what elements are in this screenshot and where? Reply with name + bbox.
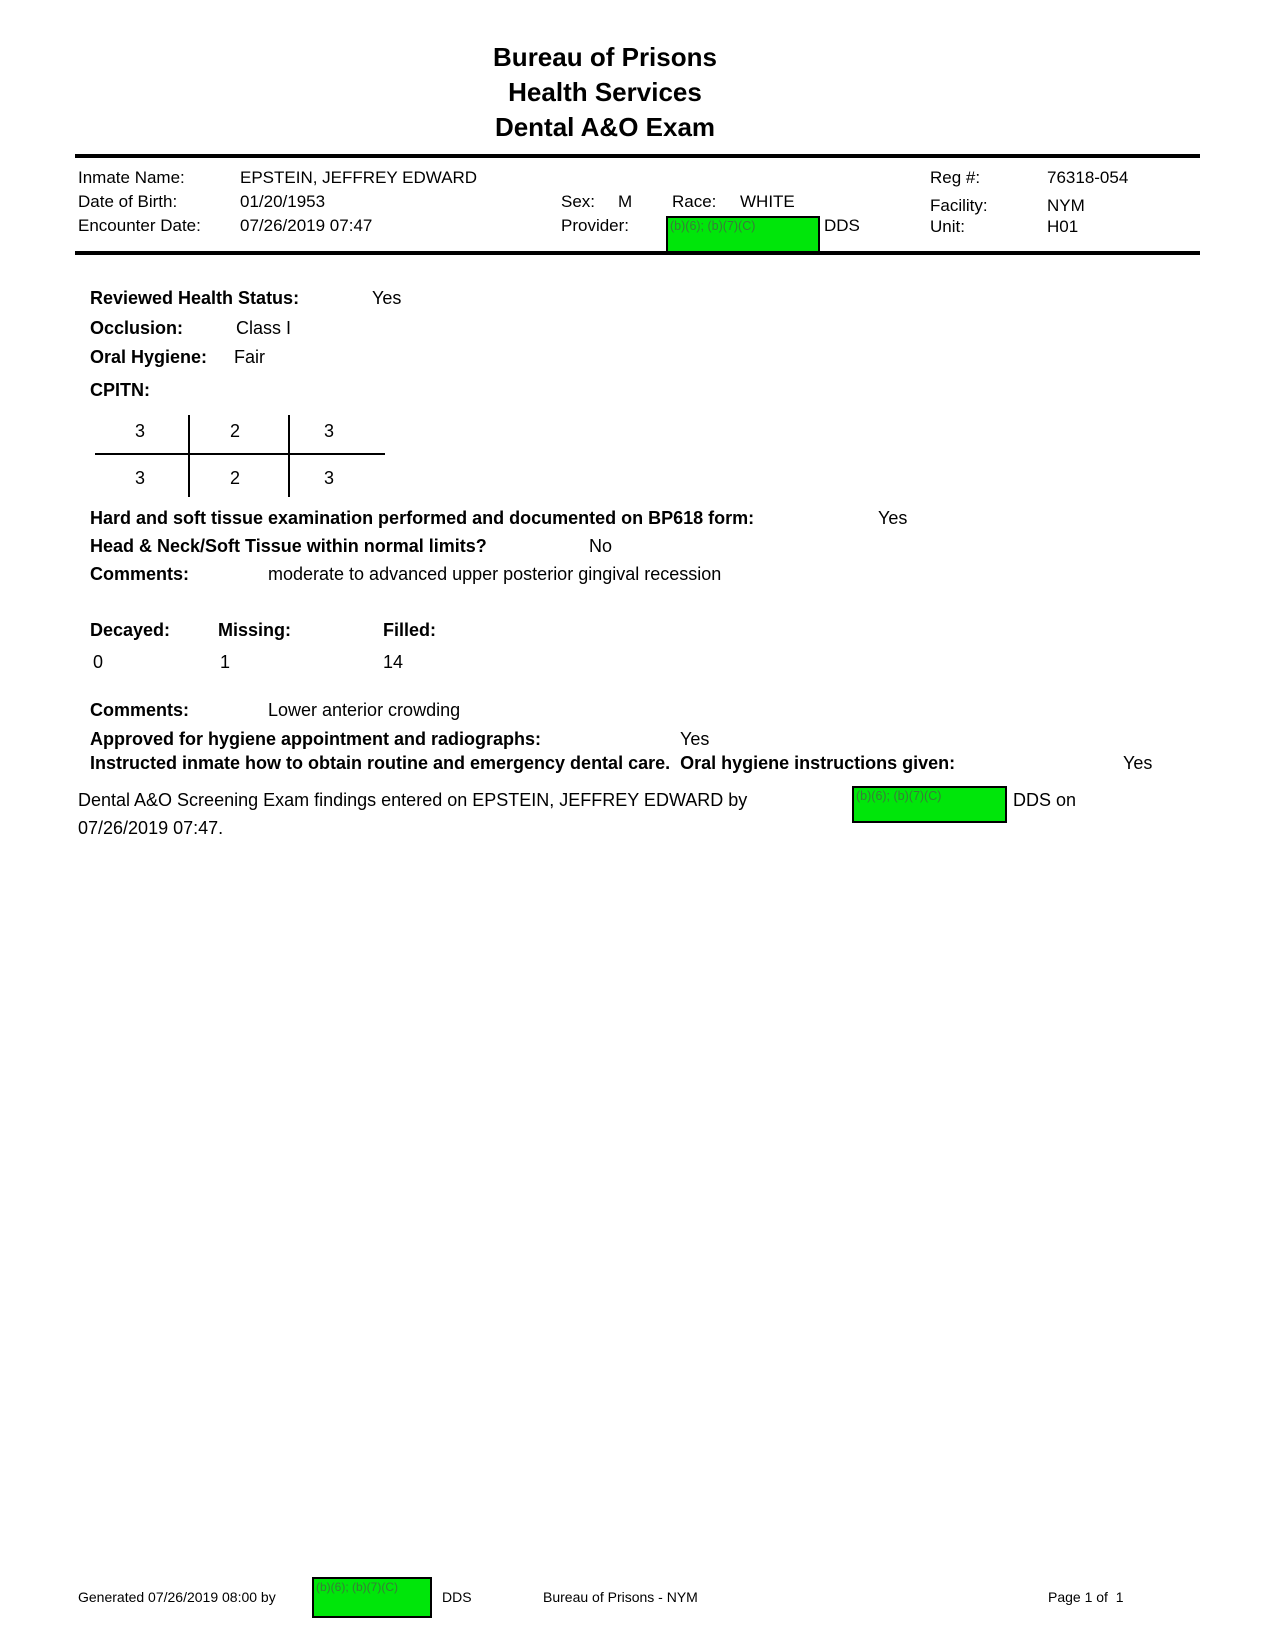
decayed-value: 0 bbox=[93, 652, 104, 672]
instructed-value: Yes bbox=[1123, 753, 1153, 773]
head-neck-label: Head & Neck/Soft Tissue within normal limits? bbox=[90, 536, 487, 556]
encounter-date-value: 07/26/2019 07:47 bbox=[240, 216, 373, 235]
approved-value: Yes bbox=[680, 729, 710, 749]
footer-generated-text: Generated 07/26/2019 08:00 by bbox=[78, 1589, 276, 1605]
provider-redaction-box: (b)(6); (b)(7)(C) bbox=[666, 216, 820, 253]
cpitn-label: CPITN: bbox=[90, 380, 150, 400]
comments2-value: Lower anterior crowding bbox=[268, 700, 461, 720]
oral-hygiene-value: Fair bbox=[234, 347, 265, 367]
encounter-date-label: Encounter Date: bbox=[78, 216, 201, 235]
cpitn-cell-top-right: 3 bbox=[323, 421, 334, 441]
footer-redaction-box: (b)(6); (b)(7)(C) bbox=[312, 1577, 432, 1618]
cpitn-cell-bottom-right: 3 bbox=[323, 468, 334, 488]
closing-text-before: Dental A&O Screening Exam findings entered on EPSTEIN, JEFFREY EDWARD by bbox=[78, 790, 748, 810]
inmate-name-value: EPSTEIN, JEFFREY EDWARD bbox=[240, 168, 478, 187]
bp618-label: Hard and soft tissue examination performed and documented on BP618 form: bbox=[90, 508, 755, 528]
inmate-name-label: Inmate Name: bbox=[78, 168, 185, 187]
provider-credential: DDS bbox=[824, 216, 860, 235]
reg-number-label: Reg #: bbox=[930, 168, 981, 187]
head-neck-value: No bbox=[589, 536, 613, 556]
header-rule-bottom bbox=[75, 251, 1200, 255]
oral-hygiene-label: Oral Hygiene: bbox=[90, 347, 208, 367]
closing-redaction-box: (b)(6); (b)(7)(C) bbox=[852, 786, 1007, 823]
header-rule-top bbox=[75, 154, 1200, 158]
facility-value: NYM bbox=[1047, 196, 1085, 215]
document-title bbox=[75, 40, 1135, 145]
reviewed-health-status-value: Yes bbox=[372, 288, 402, 308]
reviewed-health-status-label: Reviewed Health Status: bbox=[90, 288, 300, 308]
cpitn-cell-top-mid: 2 bbox=[229, 421, 240, 441]
missing-value: 1 bbox=[220, 652, 231, 672]
cpitn-horizontal-divider bbox=[95, 453, 385, 455]
filled-value: 14 bbox=[383, 652, 404, 672]
reg-number-value: 76318-054 bbox=[1047, 168, 1129, 187]
title-line-1: Bureau of Prisons bbox=[493, 42, 717, 72]
cpitn-cell-bottom-left: 3 bbox=[134, 468, 145, 488]
title-line-3: Dental A&O Exam bbox=[494, 112, 716, 142]
race-value: WHITE bbox=[740, 192, 795, 211]
cpitn-vertical-divider-right bbox=[288, 415, 290, 497]
footer-page-number: Page 1 of 1 bbox=[1048, 1589, 1124, 1605]
comments2-label: Comments: bbox=[90, 700, 190, 720]
comments1-value: moderate to advanced upper posterior gingival recession bbox=[268, 564, 722, 584]
sex-value: M bbox=[618, 192, 633, 211]
cpitn-cell-bottom-mid: 2 bbox=[229, 468, 240, 488]
footer-generated-credential: DDS bbox=[442, 1589, 472, 1605]
closing-text-after: DDS on bbox=[1013, 790, 1077, 810]
unit-value: H01 bbox=[1047, 217, 1079, 236]
unit-label: Unit: bbox=[930, 217, 965, 236]
occlusion-value: Class I bbox=[236, 318, 292, 338]
cpitn-cell-top-left: 3 bbox=[134, 421, 145, 441]
race-label: Race: bbox=[672, 192, 717, 211]
footer-facility-text: Bureau of Prisons - NYM bbox=[543, 1589, 698, 1605]
closing-text-line2: 07/26/2019 07:47. bbox=[78, 818, 224, 838]
approved-label: Approved for hygiene appointment and radiographs: bbox=[90, 729, 542, 749]
dob-value: 01/20/1953 bbox=[240, 192, 326, 211]
cpitn-vertical-divider-left bbox=[188, 415, 190, 497]
missing-label: Missing: bbox=[218, 620, 292, 640]
occlusion-label: Occlusion: bbox=[90, 318, 184, 338]
sex-label: Sex: bbox=[561, 192, 596, 211]
filled-label: Filled: bbox=[383, 620, 436, 640]
provider-label: Provider: bbox=[561, 216, 630, 235]
facility-label: Facility: bbox=[930, 196, 988, 215]
decayed-label: Decayed: bbox=[90, 620, 171, 640]
instructed-label: Instructed inmate how to obtain routine and emergency dental care. Oral hygiene instructions given: bbox=[90, 753, 956, 773]
dob-label: Date of Birth: bbox=[78, 192, 178, 211]
bp618-value: Yes bbox=[878, 508, 908, 528]
comments1-label: Comments: bbox=[90, 564, 190, 584]
title-line-2: Health Services bbox=[508, 77, 702, 107]
